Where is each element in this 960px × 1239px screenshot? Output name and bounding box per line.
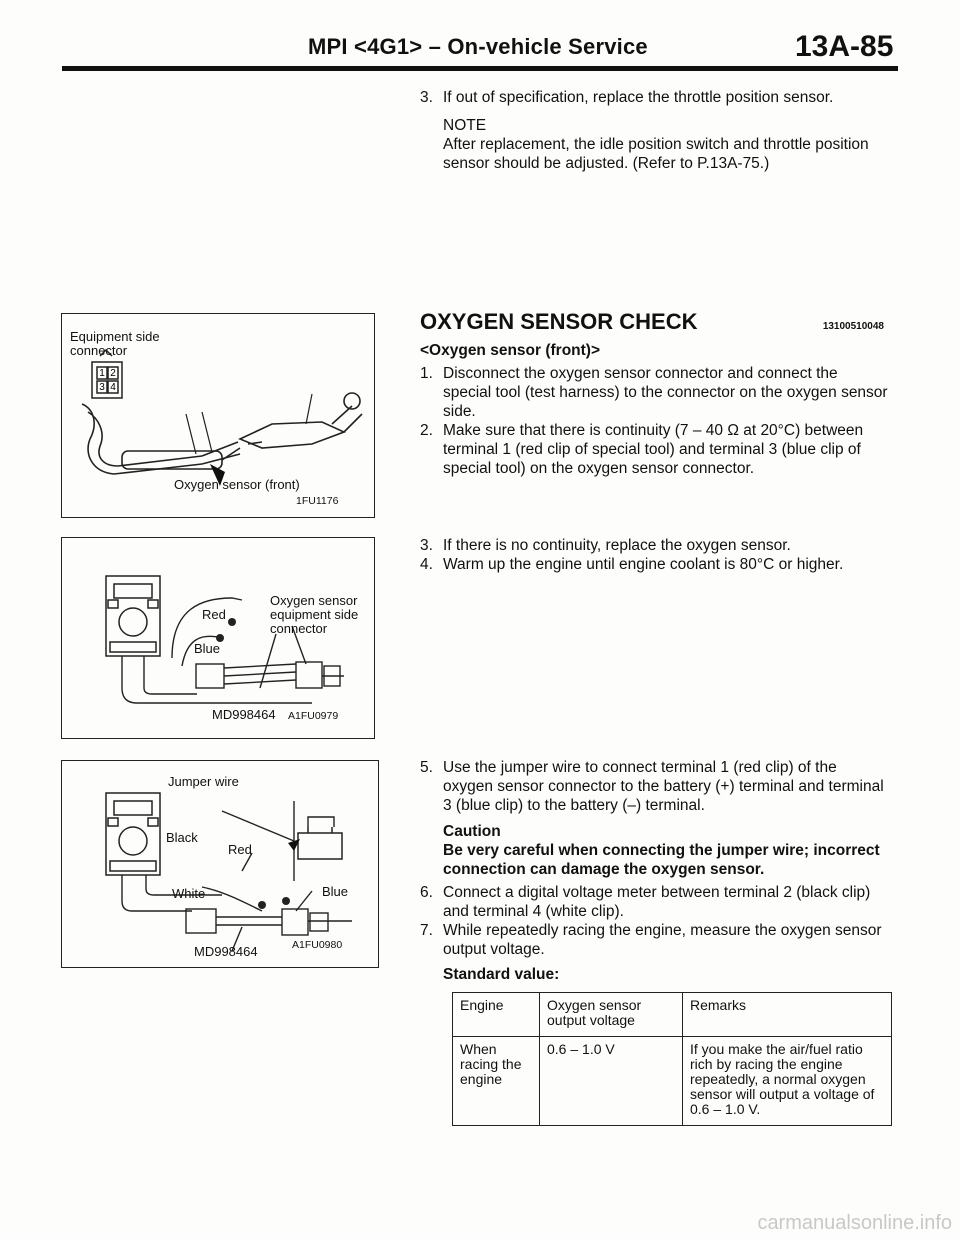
wire-label-red: Red	[228, 842, 252, 857]
multimeter-icon	[106, 576, 160, 656]
step-number: 1.	[420, 365, 433, 382]
figure-code: A1FU0980	[292, 939, 343, 951]
step-text: If there is no continuity, replace the oxygen sensor.	[443, 537, 791, 554]
wire-label-red: Red	[202, 607, 226, 622]
page-number: 13A-85	[795, 30, 894, 63]
figure-code: A1FU0979	[288, 710, 339, 722]
figure-voltage-check	[61, 760, 379, 968]
step-5	[420, 758, 890, 815]
step-6	[420, 883, 890, 921]
table-cell: 0.6 – 1.0 V	[540, 1037, 683, 1126]
caution-text: Be very careful when connecting the jumper wire; incorrect connection can damage the oxygen sensor.	[443, 842, 880, 878]
steps-c	[420, 758, 890, 984]
jumper-wire-label: Jumper wire	[168, 774, 239, 789]
figure-label: Oxygen sensor equipment side connector	[270, 593, 359, 636]
section-title: OXYGEN SENSOR CHECK	[420, 309, 698, 334]
table-header-row	[453, 993, 892, 1037]
connector-pin-label: 3	[99, 382, 105, 393]
header-rule	[62, 66, 898, 71]
step-text: Make sure that there is continuity (7 – 40 Ω at 20°C) between terminal 1 (red clip of special tool) and terminal 3 (blue clip of special tool) on the oxygen sensor connector.	[443, 422, 864, 477]
figure-continuity-check	[61, 537, 375, 739]
step-7	[420, 921, 890, 959]
table-cell: If you make the air/fuel ratio rich by racing the engine repeatedly, a normal oxygen sensor will output a voltage of 0.6 – 1.0 V.	[683, 1037, 892, 1126]
step-text: While repeatedly racing the engine, measure the oxygen sensor output voltage.	[443, 922, 882, 958]
spec-table	[452, 992, 892, 1126]
step-3-throttle	[420, 88, 890, 107]
table-header: Engine	[453, 993, 540, 1037]
wire-label-white: White	[172, 886, 206, 901]
figure-label: Oxygen sensor (front)	[174, 477, 300, 492]
wire-label-blue: Blue	[322, 884, 349, 899]
step-4	[420, 555, 890, 574]
watermark: carmanualsonline.info	[757, 1212, 952, 1234]
step-2	[420, 421, 890, 478]
figure-label: Equipment side connector	[70, 329, 160, 358]
table-cell: When racing the engine	[453, 1037, 540, 1126]
figure-oxygen-sensor-location	[61, 313, 375, 518]
steps-b	[420, 536, 890, 574]
step-number: 2.	[420, 422, 433, 439]
step-number: 4.	[420, 556, 433, 573]
step-text: If out of specification, replace the throttle position sensor.	[443, 89, 834, 106]
step-number: 3.	[420, 89, 433, 106]
standard-value-label: Standard value:	[443, 966, 560, 983]
page-header-title: MPI <4G1> – On-vehicle Service	[308, 34, 648, 59]
note-block	[443, 116, 890, 173]
connector-icon	[92, 350, 122, 398]
tool-number: MD998464	[212, 707, 276, 722]
step-1	[420, 364, 890, 421]
connector-pin-label: 1	[99, 368, 105, 379]
step-text: Warm up the engine until engine coolant is 80°C or higher.	[443, 556, 844, 573]
connector-pin-label: 2	[110, 368, 116, 379]
table-row	[453, 1037, 892, 1126]
wire-label-blue: Blue	[194, 641, 221, 656]
note-text: After replacement, the idle position switch and throttle position sensor should be adjusted. (Refer to P.13A-75.)	[443, 136, 869, 172]
caution-block	[443, 822, 890, 879]
section-subtitle: <Oxygen sensor (front)>	[420, 342, 601, 359]
step-number: 7.	[420, 922, 433, 939]
figure-code: 1FU1176	[296, 495, 339, 507]
step-number: 6.	[420, 884, 433, 901]
connector-pin-label: 4	[110, 382, 116, 393]
step-text: Connect a digital voltage meter between terminal 2 (black clip) and terminal 4 (white clip).	[443, 884, 871, 920]
table-header: Remarks	[683, 993, 892, 1037]
top-block	[420, 88, 890, 173]
caution-label: Caution	[443, 823, 501, 840]
section-code: 13100510048	[822, 321, 884, 332]
step-number: 3.	[420, 537, 433, 554]
note-label: NOTE	[443, 117, 487, 134]
multimeter-icon	[106, 793, 160, 875]
tool-number: MD998464	[194, 944, 258, 959]
voltage-check-illustration	[62, 761, 378, 967]
step-text: Disconnect the oxygen sensor connector and connect the special tool (test harness) to the connector on the oxygen sensor side.	[443, 365, 888, 420]
step-text: Use the jumper wire to connect terminal 1 (red clip) of the oxygen sensor connector to the battery (+) terminal and terminal 3 (blue clip) to the battery (–) terminal.	[443, 759, 884, 814]
wire-label-black: Black	[166, 830, 198, 845]
table-header: Oxygen sensor output voltage	[540, 993, 683, 1037]
oxygen-section	[420, 309, 890, 478]
step-number: 5.	[420, 759, 433, 776]
battery-icon	[298, 827, 342, 859]
steps-a	[420, 364, 890, 478]
step-3	[420, 536, 890, 555]
